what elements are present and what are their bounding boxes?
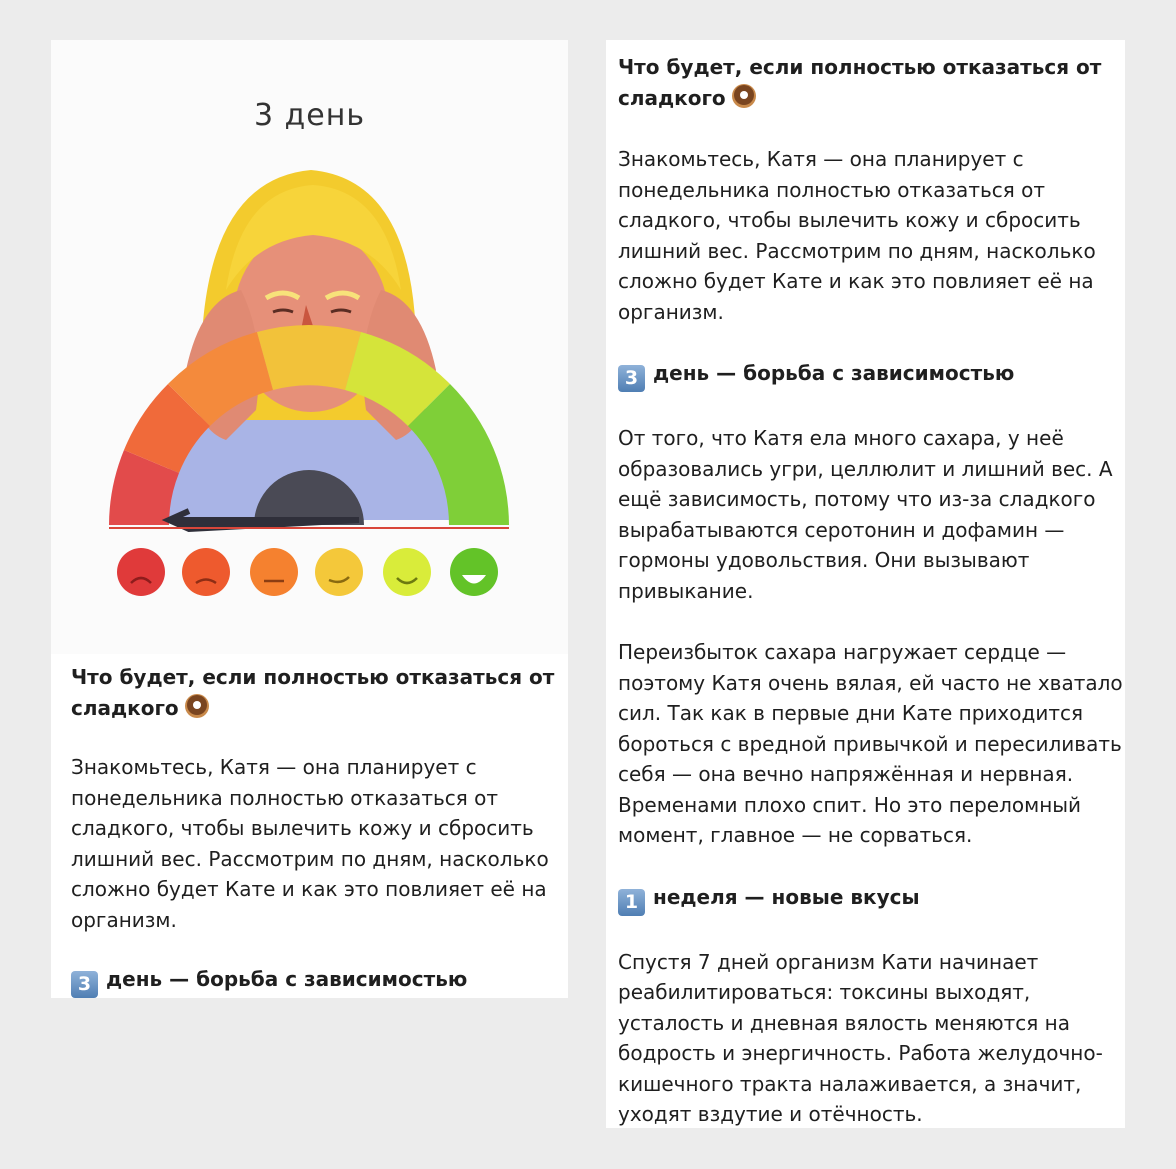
illustration [51,40,568,654]
post-card-left [51,40,568,998]
donut-icon [183,692,211,720]
right-post-text [618,52,1133,1130]
number-badge: 3 [618,365,645,392]
number-badge: 1 [618,889,645,916]
section-heading-week1: 1 неделя — новые вкусы [618,882,1133,916]
section-paragraph: Спустя 7 дней организм Кати начинает реабилитироваться: токсины выходят, усталость и дневная вялость меняются на бодрость и энергичность. Работа желудочно-кишечного тракта налаживается, а значит, уходят вздутие и отёчность. [618,949,1103,1126]
section-paragraph: От того, что Катя ела много сахара, у неё образовались угри, целлюлит и лишний вес. А ещё зависимость, потому что из-за сладкого вырабатываются серотонин и дофамин — гормоны удовольствия. Они вызывают привыкание. [618,426,1113,603]
section-heading: 3 день — борьба с зависимостью [71,964,561,998]
donut-icon [730,82,758,110]
post-intro: Знакомьтесь, Катя — она планирует с понедельника полностью отказаться от сладкого, чтобы вылечить кожу и сбросить лишний вес. Рассмотрим по дням, насколько сложно будет Кате и как это повлияет её на организм. [71,755,549,932]
post-title: Что будет, если полностью отказаться от сладкого [71,665,555,720]
number-badge: 3 [71,971,98,998]
day-label: 3 день [253,98,366,133]
left-post-text [71,662,561,998]
section-paragraph: Переизбыток сахара нагружает сердце — поэтому Катя очень вялая, ей часто не хватало сил. Так как в первые дни Кате приходится бороться с вредной привычкой и пересиливать себя — она вечно напряжённая и нервная. Временами плохо спит. Но это переломный момент, главное — не сорваться. [618,640,1123,847]
post-title: Что будет, если полностью отказаться от сладкого [618,55,1102,110]
section-heading-day3: 3 день — борьба с зависимостью [618,358,1133,392]
post-card-right [606,40,1125,1128]
post-intro: Знакомьтесь, Катя — она планирует с понедельника полностью отказаться от сладкого, чтобы вылечить кожу и сбросить лишний вес. Рассмотрим по дням, насколько сложно будет Кате и как это повлияет её на организм. [618,147,1096,324]
